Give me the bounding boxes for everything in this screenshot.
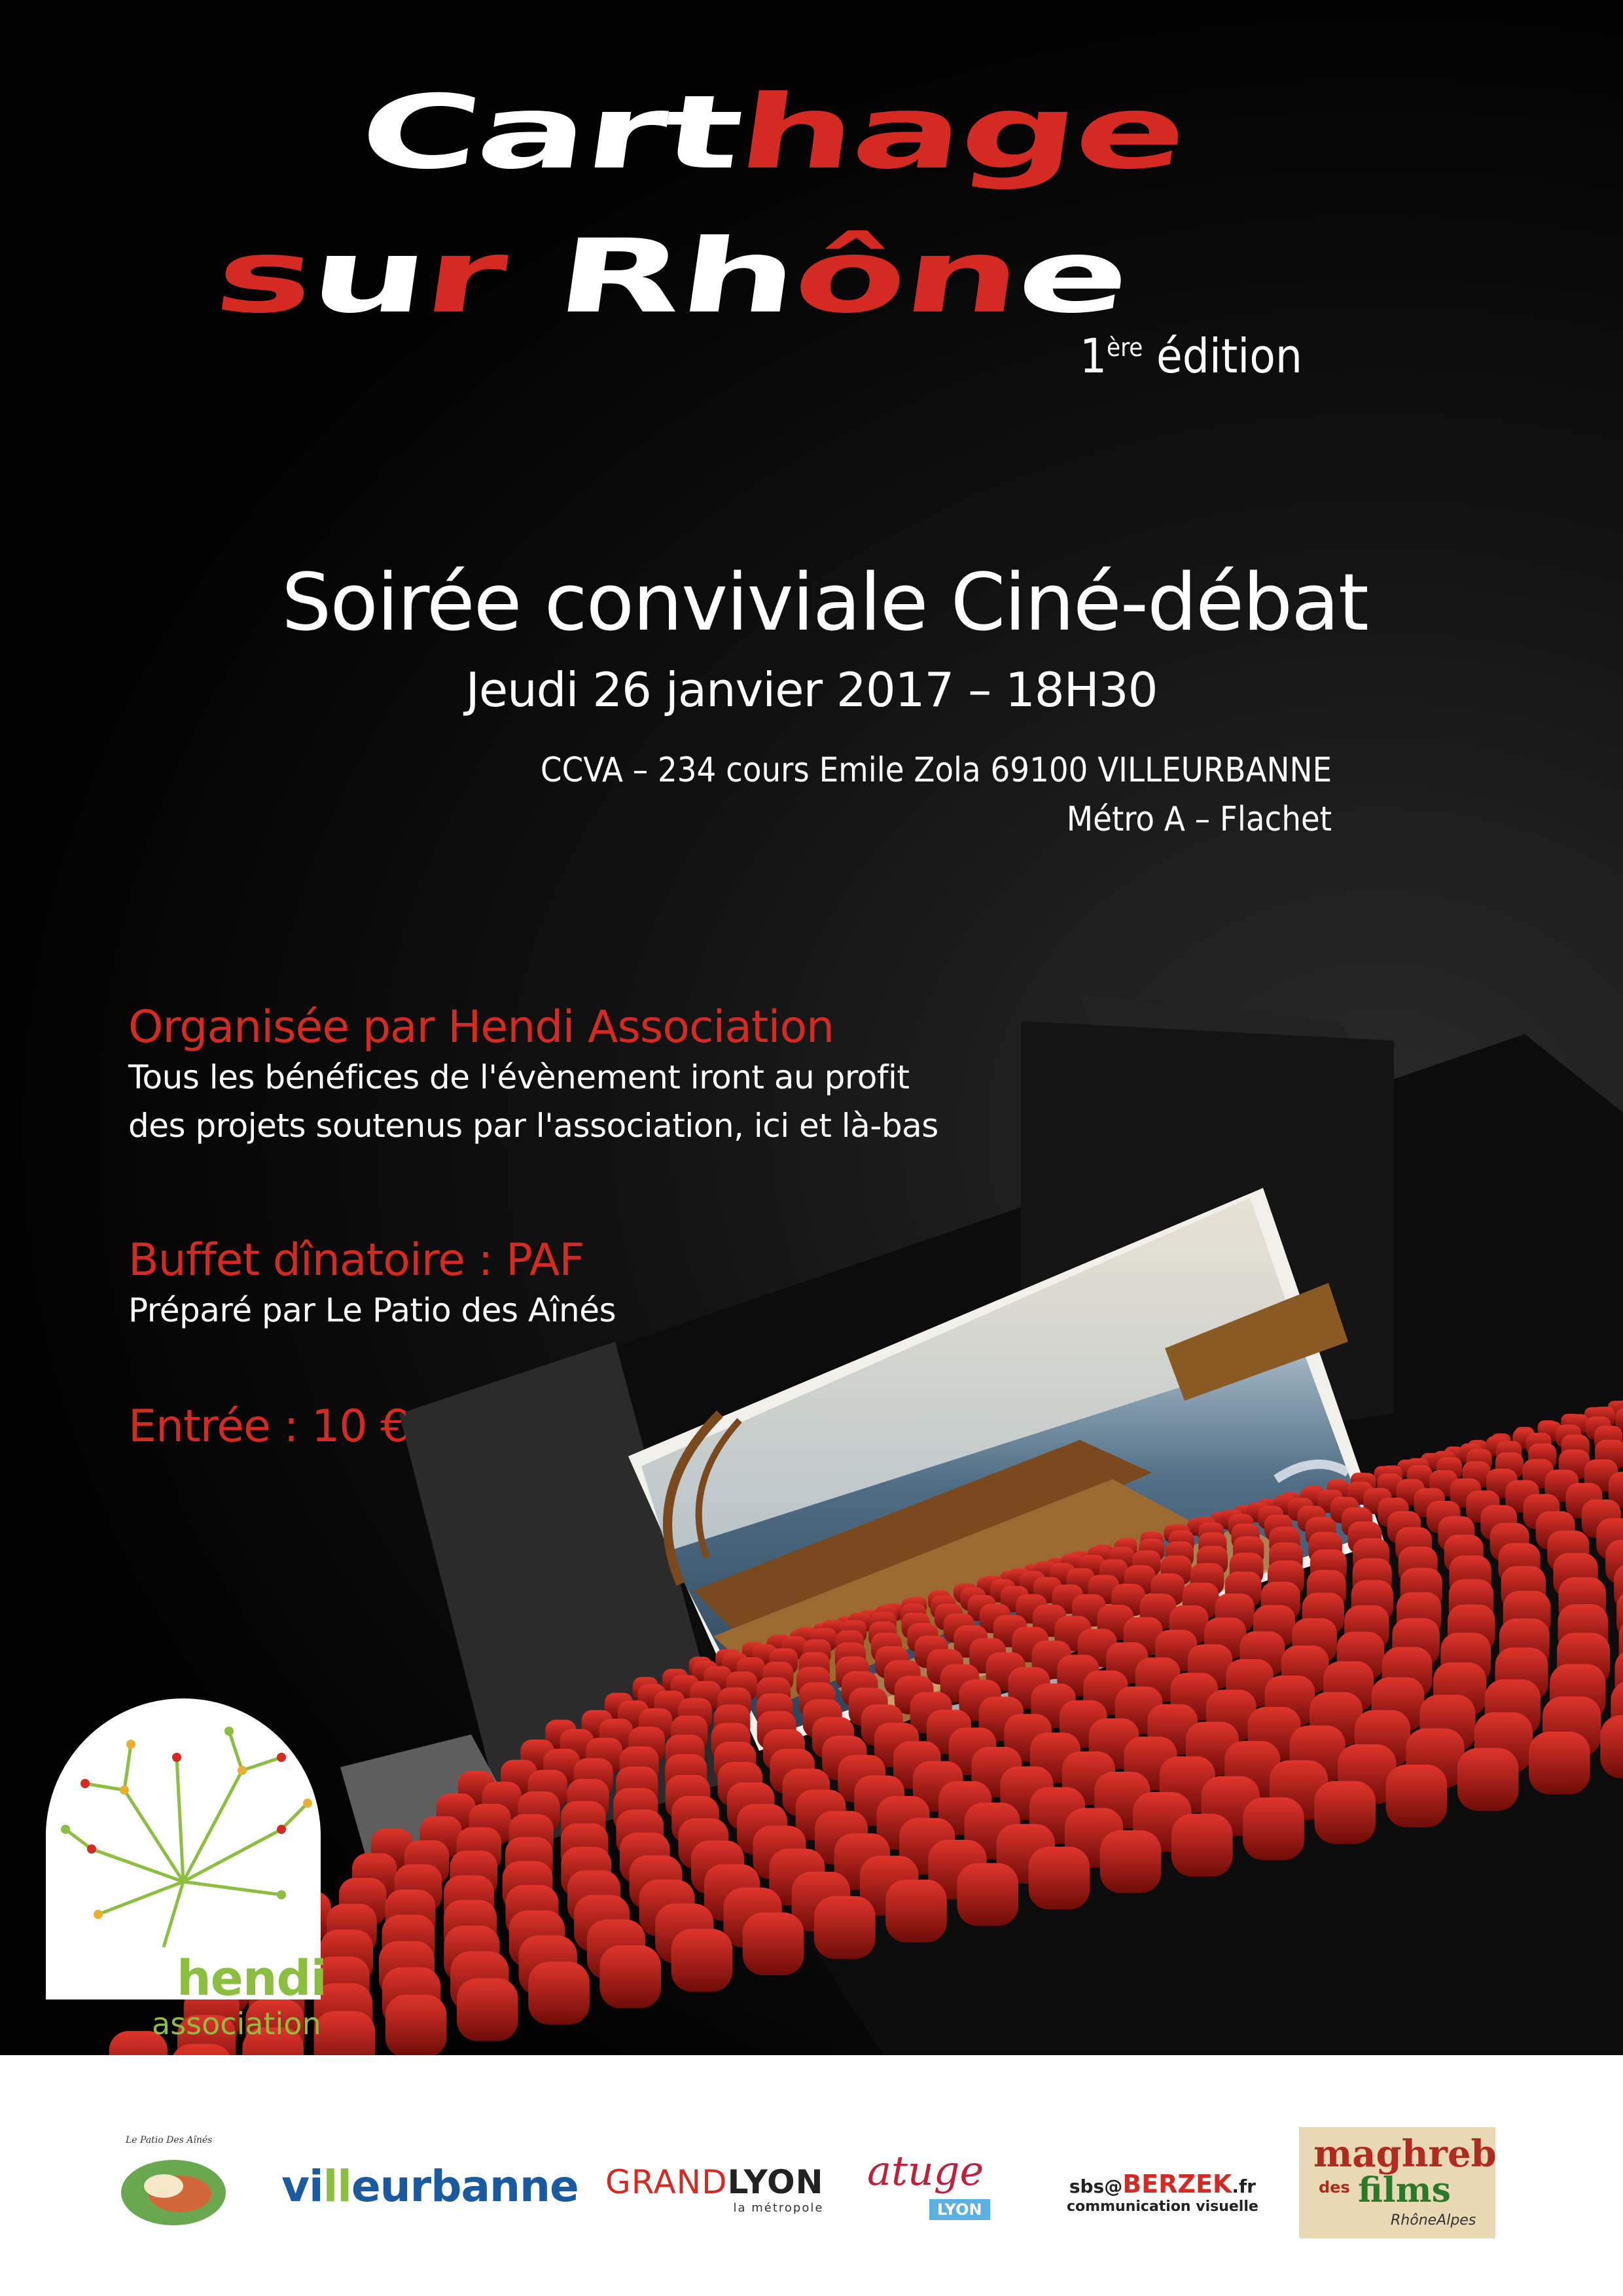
grandlyon-logo: GRANDLYON la métropole — [605, 2163, 824, 2215]
atuge-logo: atuge LYON — [867, 2147, 984, 2195]
cinema-seat — [599, 1945, 661, 2008]
cinema-seat — [314, 2011, 376, 2055]
cinema-seat — [885, 1880, 947, 1943]
cinema-seat — [1386, 1765, 1448, 1827]
cinema-seat — [1529, 1732, 1590, 1795]
cinema-seat — [743, 1912, 804, 1975]
tree-icon — [46, 1698, 321, 1973]
event-date: Jeudi 26 janvier 2017 – 18H30 — [465, 662, 1158, 717]
cinema-seat — [1171, 1814, 1233, 1876]
cinema-seat — [385, 1995, 447, 2055]
entry-price: Entrée : 10 € — [128, 1401, 408, 1452]
cinema-seat — [1243, 1797, 1304, 1860]
metro-line: Métro A – Flachet — [1066, 800, 1332, 840]
buffet-block — [128, 1234, 616, 1335]
partner-logos — [0, 2121, 1623, 2251]
cinema-seat — [457, 1979, 518, 2041]
entry-block — [128, 1401, 408, 1452]
patio-logo — [118, 2134, 229, 2225]
festival-title-line2: sur Rhône — [208, 217, 1135, 336]
organiser-text: Tous les bénéfices de l'évènement iront au profit — [128, 1058, 910, 1096]
cinema-seat — [1029, 1847, 1090, 1910]
cinema-seat — [1600, 1715, 1623, 1778]
organiser-text: des projets soutenus par l'association, ici et là-bas — [128, 1107, 938, 1145]
patio-text: Le Patio Des Aînés — [126, 2135, 213, 2145]
event-address — [541, 746, 1332, 845]
hendi-sub: association — [152, 2006, 321, 2041]
maghreb-films-logo: maghreb des films RhôneAlpes — [1299, 2127, 1495, 2238]
berzek-logo: sbs@BERZEK.fr communication visuelle — [1067, 2170, 1258, 2215]
buffet-text: Préparé par Le Patio des Aînés — [128, 1291, 616, 1329]
hendi-logo — [46, 1698, 327, 2117]
cinema-seat — [1457, 1748, 1519, 1811]
address-line: CCVA – 234 cours Emile Zola 69100 VILLEURBANNE — [540, 751, 1332, 790]
cinema-seat — [1314, 1781, 1376, 1844]
event-title: Soirée conviviale Ciné-débat — [281, 558, 1368, 649]
cinema-seat — [814, 1896, 876, 1959]
organiser-heading: Organisée par Hendi Association — [128, 1001, 834, 1053]
festival-title-line1: Carthage — [352, 73, 1192, 192]
organiser-block — [128, 1001, 938, 1150]
villeurbanne-logo: villeurbanne — [281, 2161, 579, 2212]
buffet-heading: Buffet dînatoire : PAF — [128, 1234, 584, 1286]
patio-emblem-icon — [118, 2134, 229, 2225]
edition-label: 1ère édition — [1079, 329, 1302, 384]
cinema-seat — [957, 1863, 1018, 1926]
hendi-name: hendi — [177, 1950, 327, 2007]
cinema-seat — [528, 1962, 590, 2024]
cinema-seat — [1100, 1830, 1162, 1893]
cinema-seat — [671, 1929, 733, 1992]
